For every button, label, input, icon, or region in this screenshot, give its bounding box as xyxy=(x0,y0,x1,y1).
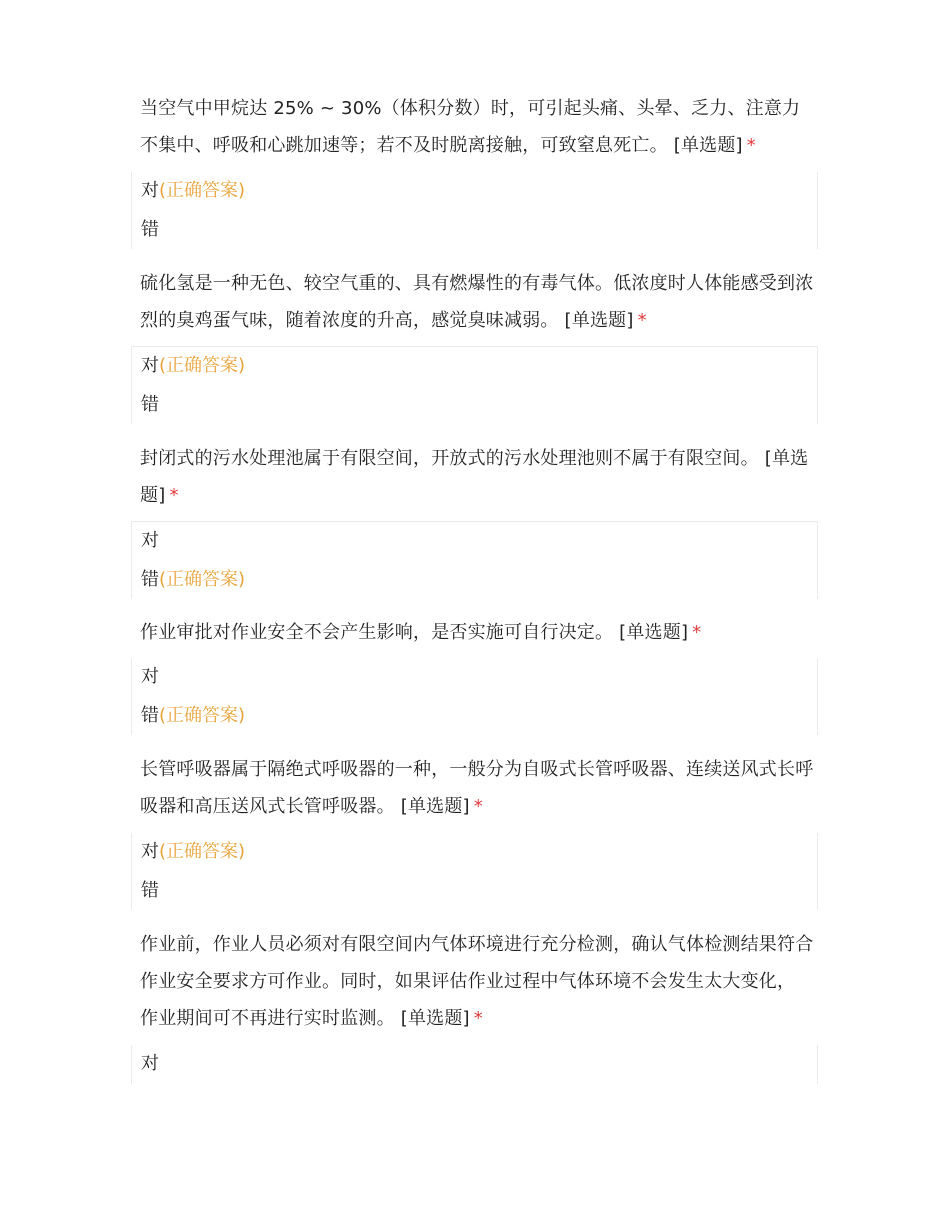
question-text: 当空气中甲烷达 25% ~ 30%（体积分数）时，可引起头痛、头晕、乏力、注意力不集中、呼吸和心跳加速等；若不及时脱离接触，可致窒息死亡。 [单选题] * xyxy=(140,98,801,156)
question-3 xyxy=(140,440,818,514)
option-true[interactable]: 对(正确答案) xyxy=(141,355,246,376)
question-text: 长管呼吸器属于隔绝式呼吸器的一种，一般分为自吸式长管呼吸器、连续送风式长呼吸器和高压送风式长管呼吸器。 [单选题] * xyxy=(140,759,814,817)
required-star: * xyxy=(169,485,179,506)
option-false[interactable]: 错 xyxy=(141,879,159,901)
options-list-6 xyxy=(131,1045,818,1084)
question-type: [单选题] xyxy=(400,1008,470,1029)
option-false[interactable]: 错(正确答案) xyxy=(141,704,246,726)
correct-answer-mark: (正确答案) xyxy=(159,355,246,376)
option-true[interactable]: 对(正确答案) xyxy=(141,841,246,862)
correct-answer-mark: (正确答案) xyxy=(159,704,246,726)
options-list-2 xyxy=(131,346,818,424)
option-false[interactable]: 错 xyxy=(141,393,159,415)
options-list-1 xyxy=(131,172,818,249)
options-list-3 xyxy=(131,521,818,599)
question-2 xyxy=(140,265,818,339)
option-false[interactable]: 错(正确答案) xyxy=(141,568,246,590)
correct-answer-mark: (正确答案) xyxy=(159,180,246,201)
option-true[interactable]: 对 xyxy=(141,1053,159,1074)
correct-answer-mark: (正确答案) xyxy=(159,841,246,862)
required-star: * xyxy=(637,310,647,331)
question-type: [单选题] xyxy=(619,622,689,643)
question-type: [单选题] xyxy=(673,135,743,156)
question-1 xyxy=(140,90,818,164)
question-type: [单选题] xyxy=(140,448,809,506)
option-false[interactable]: 错 xyxy=(141,218,159,240)
options-list-5 xyxy=(131,833,818,910)
option-true[interactable]: 对(正确答案) xyxy=(141,180,246,201)
question-text: 作业前，作业人员必须对有限空间内气体环境进行充分检测，确认气体检测结果符合作业安全要求方可作业。同时，如果评估作业过程中气体环境不会发生太大变化， 作业期间可不再进行实时监测。 [单选题] * xyxy=(140,934,814,1029)
question-type: [单选题] xyxy=(400,796,470,817)
question-text: 封闭式的污水处理池属于有限空间，开放式的污水处理池则不属于有限空间。 [单选题] * xyxy=(140,448,809,506)
required-star: * xyxy=(473,796,483,817)
question-4 xyxy=(140,614,818,651)
option-true[interactable]: 对 xyxy=(141,666,159,687)
correct-answer-mark: (正确答案) xyxy=(159,568,246,590)
question-text: 作业审批对作业安全不会产生影响，是否实施可自行决定。 [单选题] * xyxy=(140,622,702,643)
question-text: 硫化氢是一种无色、较空气重的、具有燃爆性的有毒气体。低浓度时人体能感受到浓烈的臭鸡蛋气味，随着浓度的升高，感觉臭味减弱。 [单选题] * xyxy=(140,273,814,331)
required-star: * xyxy=(473,1008,483,1029)
options-list-4 xyxy=(131,658,818,735)
question-type: [单选题] xyxy=(564,310,634,331)
required-star: * xyxy=(692,622,702,643)
option-true[interactable]: 对 xyxy=(141,530,159,551)
question-5 xyxy=(140,751,818,825)
required-star: * xyxy=(746,135,756,156)
question-6 xyxy=(140,926,818,1037)
